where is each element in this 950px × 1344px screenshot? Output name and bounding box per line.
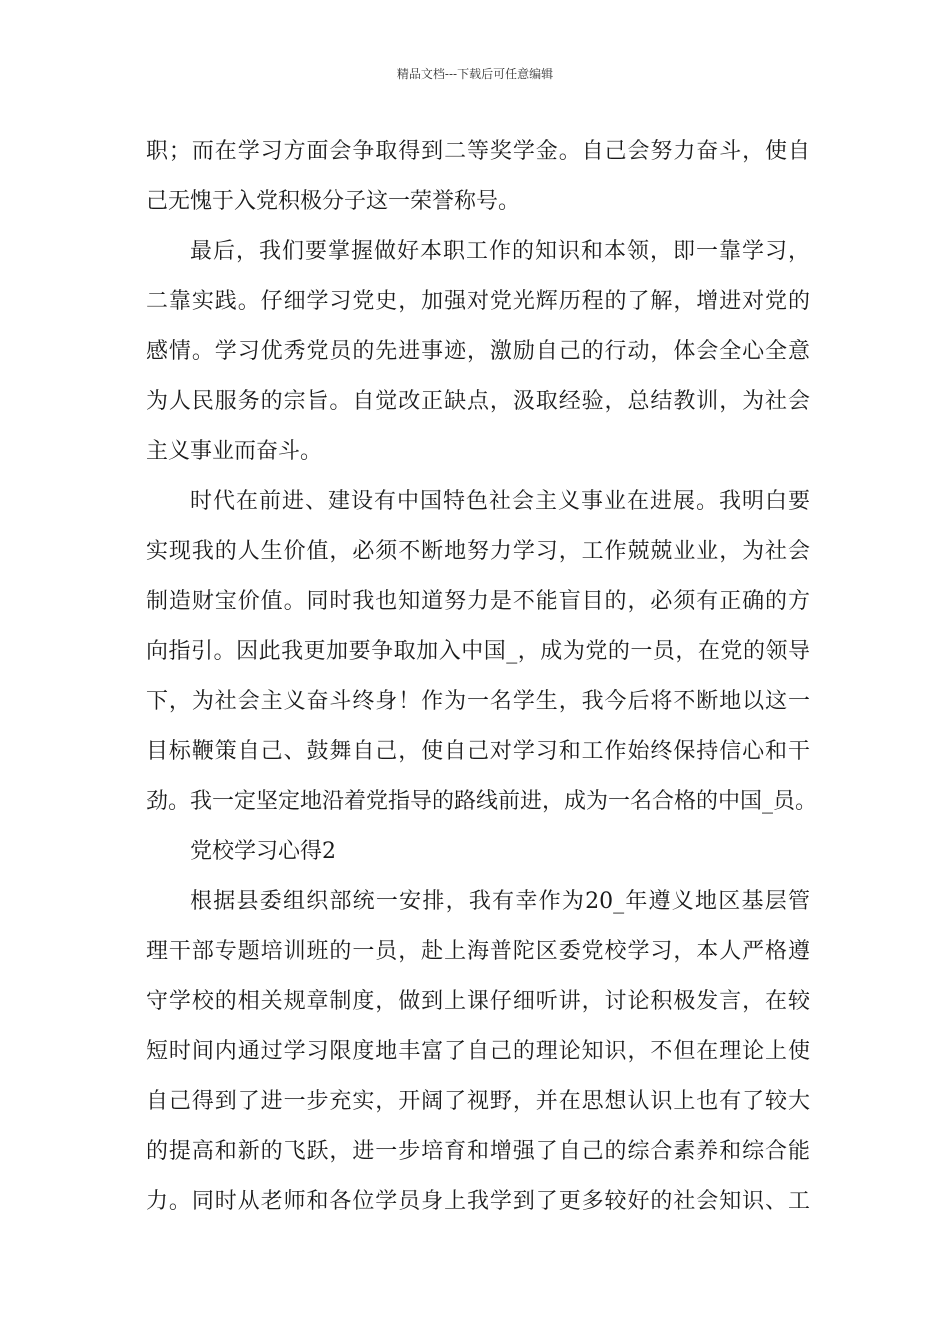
text-line: 自己得到了进一步充实，开阔了视野，并在思想认识上也有了较大 xyxy=(146,1089,810,1114)
text-line: 最后，我们要掌握做好本职工作的知识和本领，即一靠学习， xyxy=(190,239,810,264)
text-line: 二靠实践。仔细学习党史，加强对党光辉历程的了解，增进对党的 xyxy=(146,289,810,314)
text-line: 时代在前进、建设有中国特色社会主义事业在进展。我明白要 xyxy=(190,489,810,514)
text-line: 劲。我一定坚定地沿着党指导的路线前进，成为一名合格的中国_员。 xyxy=(146,789,818,814)
text-line: 的提高和新的飞跃，进一步培育和增强了自己的综合素养和综合能 xyxy=(146,1139,810,1164)
paragraph xyxy=(146,127,810,227)
text-line: 感情。学习优秀党员的先进事迹，激励自己的行动，体会全心全意 xyxy=(146,339,810,364)
text-line: 理干部专题培训班的一员，赴上海普陀区委党校学习，本人严格遵 xyxy=(146,939,810,964)
paragraph xyxy=(146,227,810,477)
text-line: 实现我的人生价值，必须不断地努力学习，工作兢兢业业，为社会 xyxy=(146,539,810,564)
paragraph xyxy=(146,477,818,827)
page-header: 精品文档---下载后可任意编辑 xyxy=(396,67,554,81)
section-heading: 党校学习心得2 xyxy=(190,839,336,864)
section-heading-block xyxy=(146,827,810,877)
document-body xyxy=(146,127,818,1227)
text-line: 下，为社会主义奋斗终身！作为一名学生，我今后将不断地以这一 xyxy=(146,689,810,714)
text-line: 目标鞭策自己、鼓舞自己，使自己对学习和工作始终保持信心和干 xyxy=(146,739,810,764)
text-line: 己无愧于入党积极分子这一荣誉称号。 xyxy=(146,189,521,214)
text-line: 为人民服务的宗旨。自觉改正缺点，汲取经验，总结教训，为社会 xyxy=(146,389,810,414)
text-line: 制造财宝价值。同时我也知道努力是不能盲目的，必须有正确的方 xyxy=(146,589,810,614)
text-line: 职；而在学习方面会争取得到二等奖学金。自己会努力奋斗，使自 xyxy=(146,139,810,164)
text-line: 向指引。因此我更加要争取加入中国_，成为党的一员，在党的领导 xyxy=(146,639,810,664)
text-line: 守学校的相关规章制度，做到上课仔细听讲，讨论积极发言，在较 xyxy=(146,989,810,1014)
text-line: 力。同时从老师和各位学员身上我学到了更多较好的社会知识、工 xyxy=(146,1189,810,1214)
paragraph xyxy=(146,877,810,1227)
text-line: 根据县委组织部统一安排，我有幸作为20_年遵义地区基层管 xyxy=(190,889,810,914)
text-line: 短时间内通过学习限度地丰富了自己的理论知识，不但在理论上使 xyxy=(146,1039,810,1064)
text-line: 主义事业而奋斗。 xyxy=(146,439,323,464)
